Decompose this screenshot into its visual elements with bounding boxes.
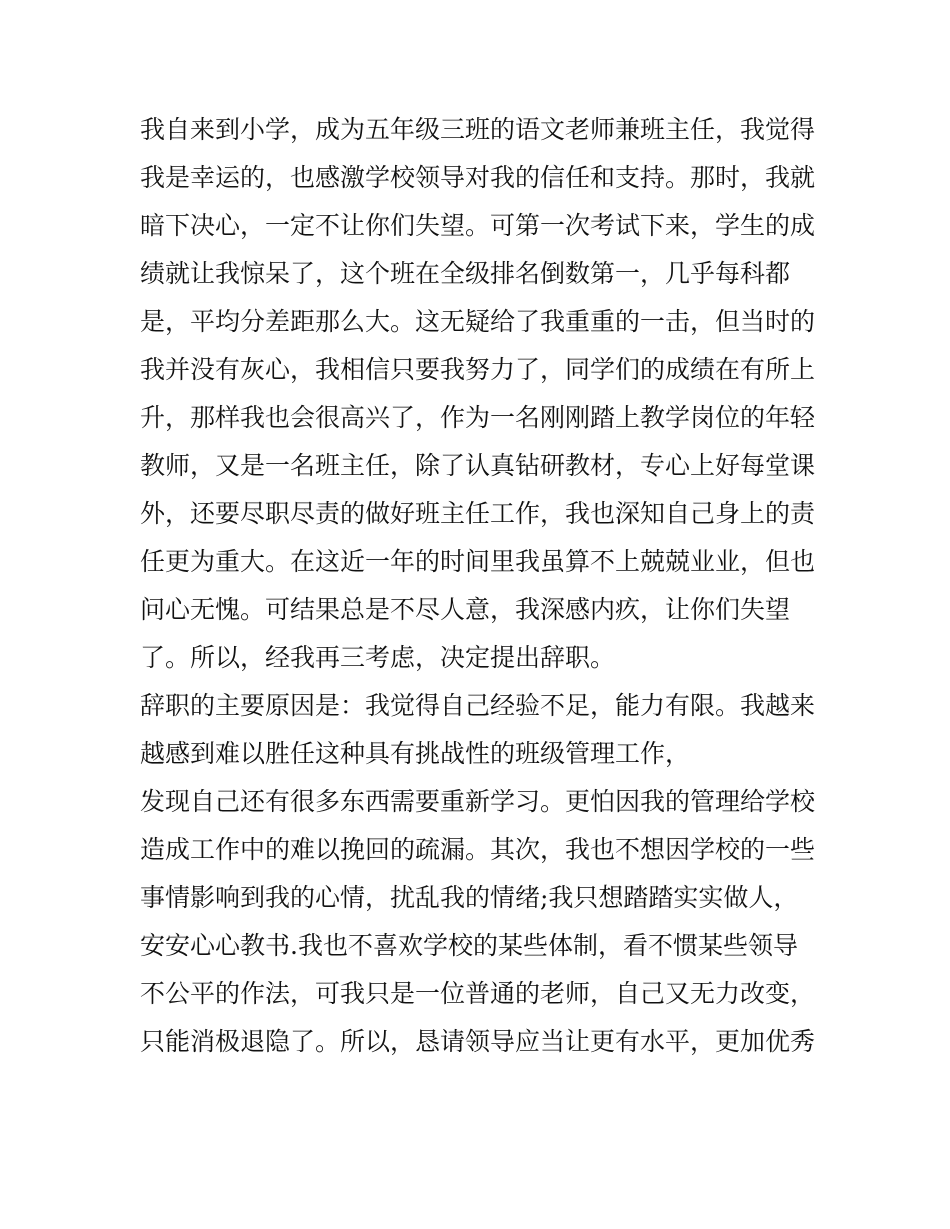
text-line: 我自来到小学，成为五年级三班的语文老师兼班主任，我觉得 [140, 115, 816, 144]
text-line: 辞职的主要原因是：我觉得自己经验不足，能力有限。我越来 [140, 691, 816, 720]
text-line: 绩就让我惊呆了，这个班在全级排名倒数第一，几乎每科都 [140, 259, 791, 288]
text-line: 只能消极退隐了。所以，恳请领导应当让更有水平，更加优秀 [140, 1027, 816, 1056]
text-line: 问心无愧。可结果总是不尽人意，我深感内疚，让你们失望 [140, 595, 791, 624]
text-line: 外，还要尽职尽责的做好班主任工作，我也深知自己身上的责 [140, 499, 816, 528]
text-line: 我是幸运的，也感激学校领导对我的信任和支持。那时，我就 [140, 163, 816, 192]
text-line: 任更为重大。在这近一年的时间里我虽算不上兢兢业业，但也 [140, 547, 816, 576]
text-line: 是，平均分差距那么大。这无疑给了我重重的一击，但当时的 [140, 307, 816, 336]
text-line: 了。所以，经我再三考虑，决定提出辞职。 [140, 643, 616, 672]
text-line: 发现自己还有很多东西需要重新学习。更怕因我的管理给学校 [140, 787, 816, 816]
text-line: 越感到难以胜任这种具有挑战性的班级管理工作， [140, 739, 691, 768]
text-line: 暗下决心，一定不让你们失望。可第一次考试下来，学生的成 [140, 211, 816, 240]
resignation-letter-body [140, 106, 830, 1066]
text-line: 安安心心教书.我也不喜欢学校的某些体制，看不惯某些领导 [140, 931, 798, 960]
text-line: 升，那样我也会很高兴了，作为一名刚刚踏上教学岗位的年轻 [140, 403, 816, 432]
text-line: 造成工作中的难以挽回的疏漏。其次，我也不想因学校的一些 [140, 835, 816, 864]
text-line: 我并没有灰心，我相信只要我努力了，同学们的成绩在有所上 [140, 355, 816, 384]
text-line: 不公平的作法，可我只是一位普通的老师，自己又无力改变， [140, 979, 816, 1008]
text-line: 事情影响到我的心情，扰乱我的情绪;我只想踏踏实实做人， [140, 883, 799, 912]
text-line: 教师，又是一名班主任，除了认真钻研教材，专心上好每堂课 [140, 451, 816, 480]
